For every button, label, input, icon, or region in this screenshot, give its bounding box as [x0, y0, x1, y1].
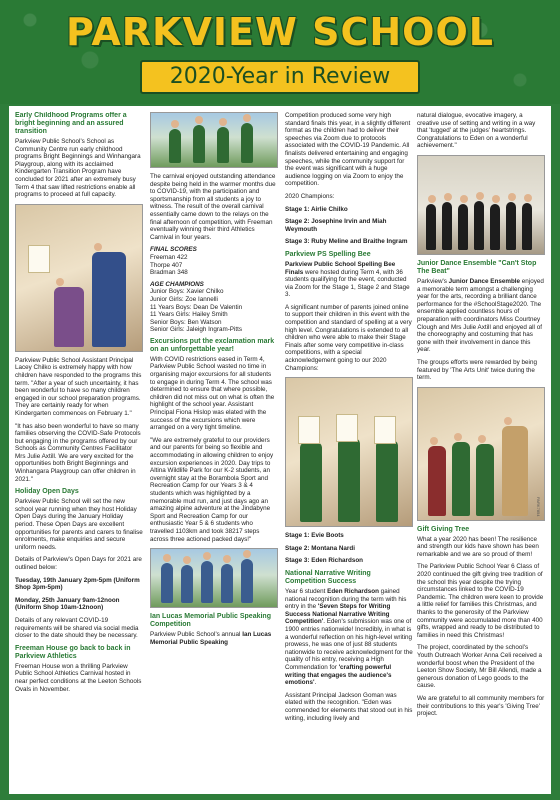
list-item: Bradman 348: [150, 269, 188, 277]
list-item: 11 Years Boys: Dean De Valentin: [150, 303, 243, 311]
paragraph: [285, 261, 413, 299]
list-item: Junior Boys: Xavier Chilko: [150, 288, 224, 296]
paragraph: We are grateful to all community members for their contributions to this year's 'Giving Tree' project.: [417, 694, 545, 718]
paragraph: The project, coordinated by the school's Youth Outreach Worker Anna Celi received a wonderful boost when the President of the Leeton Show Society, Mr Bill Allendi, made a generous donation of Lego goods to the cause.: [417, 644, 542, 690]
paragraph: The Parkview Public School Year 6 Class of 2020 continued the gift giving tree tradition of the school this year despite the trying circumstances linked to the COVID-19 Pandemic. The children were keen to provide a little relief for families this Christmas, and thanks to the generosity of the Parkview community were accumulated more than 400 gifts, wrapped and ready to be distributed to families in need this Christmas!: [417, 563, 544, 639]
newsletter-body: [9, 106, 551, 794]
column-3: [285, 112, 413, 788]
paragraph: Parkview Public School's School as Community Centre run early childhood programs Bright Beginnings and Winhangara Playgroup, along with its acclaimed Kindergarten Transition Program have concluded for 2021 after an extremely busy Term 4 that saw lifted restrictions enable all programs to proceed at full capacity.: [15, 138, 141, 199]
list-item: Senior Boys: Ben Watson: [150, 318, 222, 326]
dancer-figure: [522, 203, 532, 250]
student-figure: [452, 442, 470, 516]
list-item: 11 Years Girls: Hailey Smith: [150, 311, 228, 319]
heading-excursions: Excursions put the exclamation mark on an unforgettable year!: [150, 337, 275, 353]
student-figure: [181, 565, 193, 603]
age-champions-heading: AGE CHAMPIONS: [150, 280, 204, 288]
text-span: Ian Lucas Memorial Public Speaking: [150, 631, 272, 646]
certificate-prop: [28, 245, 50, 273]
column-4: [417, 112, 545, 788]
text-span: Junior Dance Ensemble: [448, 277, 521, 285]
photo-athletics-group: [150, 112, 278, 168]
certificate-prop: [336, 414, 358, 442]
photo-spelling-bee-winners: [285, 377, 413, 527]
student-figure: [300, 442, 322, 522]
student-figure: [428, 446, 446, 516]
champion-line: Stage 1: Airlie Chilko: [285, 205, 348, 213]
adult-figure: [502, 426, 528, 516]
student-figure: [241, 123, 253, 163]
photo-dance-ensemble: [417, 155, 545, 255]
heading-junior-dance: Junior Dance Ensemble "Can't Stop The Beat": [417, 259, 537, 275]
paragraph: [150, 631, 278, 646]
heading-freeman-house: Freeman House go back to back in Parkview Athletics: [15, 644, 131, 660]
text-span: gained national recognition during the term with his entry in the: [285, 588, 407, 611]
final-scores-list: [150, 254, 278, 277]
paragraph: Details of any relevant COVID-19 requirements will be shared via social media closer to the date should they be necessary.: [15, 616, 139, 640]
champion-line: Stage 3: Ruby Meline and Braithe Ingram: [285, 238, 408, 246]
text-span: Parkview's: [417, 277, 449, 285]
photo-gift-giving-tree: [417, 387, 545, 521]
paragraph: [285, 588, 413, 687]
heading-gift-giving-tree: Gift Giving Tree: [417, 525, 470, 533]
text-span: Parkview Public School Spelling Bee Finals: [285, 260, 396, 276]
column-1: [15, 112, 143, 788]
paragraph: Freeman House won a thrilling Parkview Public School Athletics Carnival hosted in near perfect conditions at the Leeton Schools Ovals in November.: [15, 662, 142, 693]
student-figure: [217, 127, 229, 163]
text-span: Eden Richardson: [327, 588, 379, 595]
child-figure: [54, 287, 84, 347]
text-span: .: [314, 679, 317, 687]
student-figure: [476, 444, 494, 516]
paragraph: Parkview Public School will set the new school year running when they host Holiday Open Days during the January Holiday period. These Open Days are excellent opportunities for parents and carers to finalise enrolments, make enquiries and secure uniform needs.: [15, 498, 143, 551]
paragraph: What a year 2020 has been! The resilience and strength our kids have shown has been remarkable and we are so proud of them!: [417, 535, 539, 558]
list-item: Freeman 422: [150, 253, 188, 261]
student-figure: [241, 559, 253, 603]
paragraph: Competition produced some very high standard finals this year, in a slightly different format as the children had to deliver their speeches via Zoom due to protocols associated with the COVID-19 Pandemic. All finalists delivered entertaining and engaging speeches, while the community support for the event was significant with a huge audience logging on via Zoom to enjoy the competition.: [285, 112, 411, 188]
paragraph: [417, 278, 545, 354]
paragraph: The carnival enjoyed outstanding attendance despite being held in the warmer months due to COVID-19, with the participation and sportsmanship from all students a joy to witness. The result of the overall carnival essentially came down to the relays on the final afternoon of competition, with Freeman eventually winning their third Athletics Carnival in four years.: [150, 173, 276, 241]
masthead: [0, 0, 560, 104]
paragraph: "It has also been wonderful to have so many families observing the COVID-Safe Protocols but engaging in the programs offered by our Schools as Community Centres Facilitator Mrs Julie Axtill. We are very excited for the opportunities both Bright Beginnings and Winhangara Playgroup can offer children in 2021.": [15, 422, 141, 483]
champion-line: Stage 2: Josephine Irvin and Miah Weymouth: [285, 218, 387, 233]
dancer-figure: [490, 204, 500, 250]
age-champions-list: [150, 288, 278, 334]
paragraph: 2020 Champions:: [285, 192, 335, 200]
paragraph: "We are extremely grateful to our providers and our parents for being so flexible and accommodating in allowing children to enjoy excursion experiences in 2020. Day trips to Altina Wildlife Park for our K-2 students, an overnight stay at the Borambola Sport and Recreation Camp for our Years 3 & 4 students which was highlighted by a memorable mud run, and just days ago an amazing alpine adventure at the Jindabyne Sport and Recreation Camp for our enthusiastic Year 5 & 6 students who travelled 1103km and took 38217 steps across three actioned packed days!": [150, 436, 274, 543]
photo-code: PARK7854: [536, 497, 541, 517]
list-item: Thorpe 407: [150, 261, 183, 269]
student-figure: [193, 125, 205, 163]
student-figure: [169, 129, 181, 163]
student-figure: [201, 561, 213, 603]
text-span: Parkview Public School's annual: [150, 631, 243, 639]
winner-line: Stage 1: Evie Boots: [285, 532, 344, 540]
paragraph: natural dialogue, evocative imagery, a creative use of setting and writing in a way that 'tugged' at the judges' heartstrings. Congratulations to Eden on a wonderful achievement.": [417, 112, 536, 150]
paragraph: Assistant Principal Jackson Goman was elated with the recognition. "Eden was commended for elements that stood out in his writing, including lively and: [285, 691, 413, 722]
certificate-prop: [298, 416, 320, 444]
text-span: were hosted during Term 4, with 36 students qualifying for the event, conducted via Zoom for the Stage 1, Stage 2 and Stage 3.: [285, 268, 410, 299]
paragraph: A significant number of parents joined online to support their children in this event with the competition and standard of spelling at a very high level. Congratulations is extended to all children who were able to make their Stage Finals after some very competitive in-class competitions, with a special acknowledgement going to our 2020 Champions:: [285, 303, 412, 372]
winner-line: Stage 2: Montana Nardi: [285, 544, 355, 552]
heading-spelling-bee: Parkview PS Spelling Bee: [285, 250, 371, 258]
heading-early-childhood: Early Childhood Programs offer a bright beginning and an assured transition: [15, 112, 127, 135]
certificate-prop: [374, 416, 396, 444]
final-scores-heading: FINAL SCORES: [150, 246, 197, 254]
paragraph: Parkview Public School Assistant Principal Lacey Chilko is extremely happy with how children have responded to the programs this term. "After a year of such uncertainty, it has been wonderful to have so many children engaged in our school preparation programs. They are certainly ready for when Kindergarten commences on February 1.": [15, 356, 142, 417]
dancer-figure: [426, 204, 436, 250]
open-day-date: Tuesday, 19th January 2pm-5pm (Uniform Shop 3pm-5pm): [15, 576, 140, 592]
school-name-title: PARKVIEW SCHOOL: [65, 10, 494, 54]
paragraph: The groups efforts were rewarded by being featured by 'The Arts Unit' twice during the term.: [417, 358, 537, 382]
dancer-figure: [442, 202, 452, 250]
teacher-figure: [92, 252, 126, 347]
heading-public-speaking: Ian Lucas Memorial Public Speaking Competition: [150, 613, 271, 629]
student-figure: [161, 563, 173, 603]
student-figure: [376, 440, 398, 522]
dancer-figure: [458, 204, 468, 250]
year-in-review-banner: 2020-Year in Review: [140, 60, 420, 94]
list-item: Senior Girls: Jaleigh Ingram-Pitts: [150, 326, 243, 334]
list-item: Junior Girls: Zoe Iannelli: [150, 295, 218, 303]
photo-child-with-certificate: [15, 204, 143, 352]
column-2: [150, 112, 278, 788]
heading-narrative-writing: National Narrative Writing Competition Success: [285, 570, 371, 585]
heading-open-days: Holiday Open Days: [15, 488, 79, 496]
dancer-figure: [506, 202, 516, 250]
text-span: 'crafting powerful writing that engages the audience's emotions': [285, 663, 392, 687]
winner-line: Stage 3: Eden Richardson: [285, 557, 364, 565]
text-span: 'Seven Steps for Writing Success National Narrative Writing Competition': [285, 603, 391, 626]
student-figure: [338, 438, 360, 522]
text-span: enjoyed a memorable term amongst a challenging year for the arts, recording a brilliant dance performance for the #SchoolStage2020. The ensemble applied countless hours of preparation with coordinators Miss Courtney Clough and Mrs Julie Axtill and enjoyed all of the choreography and costuming that has gone with their involvement in dance this year.: [417, 277, 544, 354]
photo-public-speaking-finalists: [150, 548, 278, 608]
text-span: Year 6 student: [285, 588, 328, 595]
paragraph: With COVID restrictions eased in Term 4, Parkview Public School wasted no time in organising major excursions for all students to engage in during Term 4. The school was determined to ensure that where possible, children did not miss out on what is often the highlight of the school year. Assistant Principal Fiona Hislop was elated with the success of the excursions which were arranged on a very tight timeline.: [150, 355, 275, 432]
text-span: . Eden's submission was one of 1900 entries nationwide! Incredibly, in what is a wonderful reflection on his high-level writing prowess, he was one of just 88 students nationwide to receive acknowledgment for the quality of his entry, receiving a High Commendation for: [285, 618, 413, 671]
dancer-figure: [474, 201, 484, 250]
paragraph: Details of Parkview's Open Days for 2021 are outlined below:: [15, 556, 142, 571]
student-figure: [221, 564, 233, 603]
open-day-date: Monday, 25th January 9am-12noon (Uniform Shop 10am-12noon): [15, 596, 120, 612]
